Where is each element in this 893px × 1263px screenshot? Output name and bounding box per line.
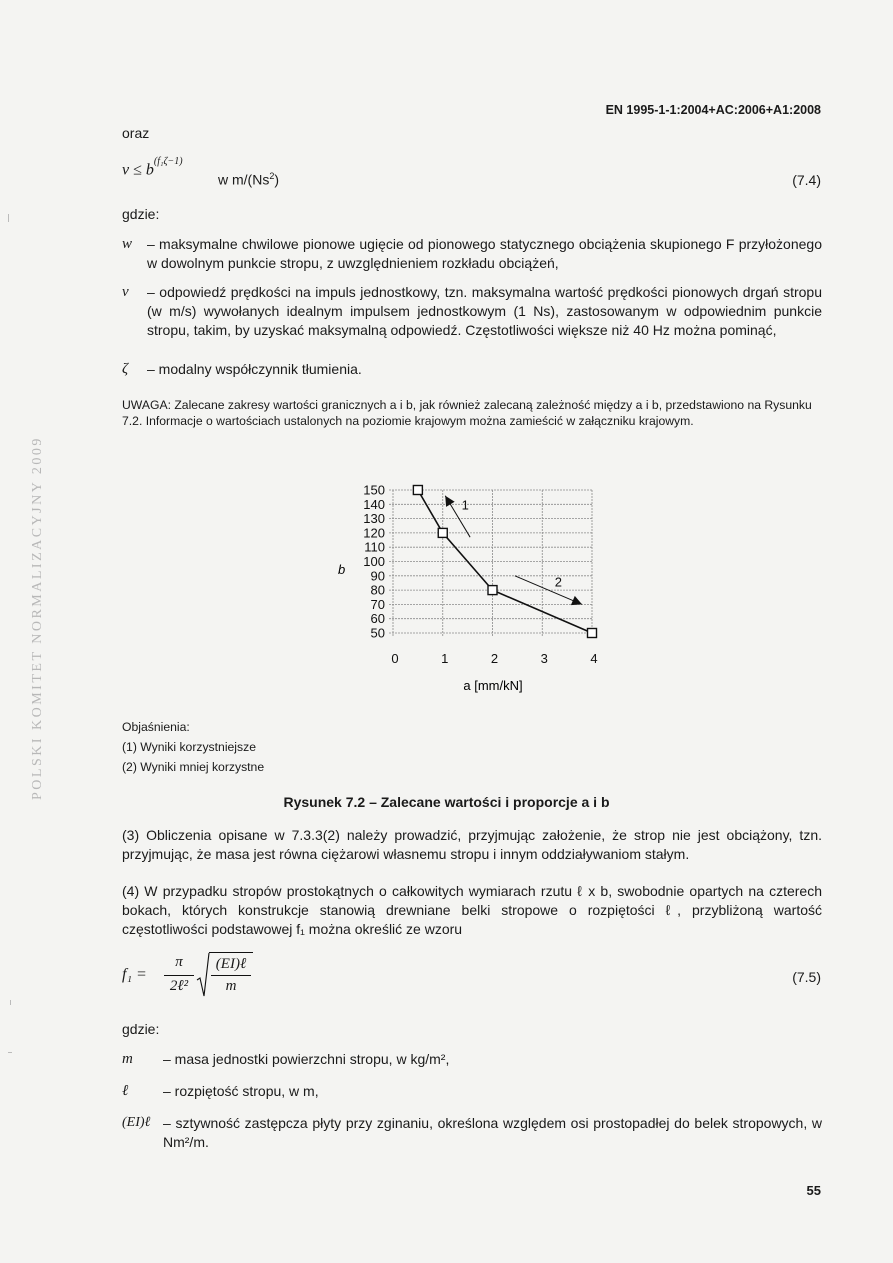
eq75-root-numerator: (EI)ℓ xyxy=(215,956,247,972)
page-number: 55 xyxy=(806,1183,821,1198)
watermark: POLSKI KOMITET NORMALIZACYJNY 2009 xyxy=(30,436,45,800)
symbol-v: v xyxy=(122,284,129,300)
y-tick-labels xyxy=(363,483,385,641)
y-tick-label: 70 xyxy=(370,596,385,612)
eq-exponent: (f₁ζ−1) xyxy=(153,156,183,167)
y-tick-label: 130 xyxy=(363,511,385,527)
definition-m: – masa jednostki powierzchni stropu, w kg/m², xyxy=(163,1051,450,1067)
standard-id-header: EN 1995-1-1:2004+AC:2006+A1:2008 xyxy=(605,103,821,117)
paragraph-3: (3) Obliczenia opisane w 7.3.3(2) należy prowadzić, przyjmując założenie, że strop nie jest obciążony, tzn. przyjmując, że masa jest równa ciężarowi własnemu stropu i innym oddziaływaniom stałym. xyxy=(122,827,822,862)
eq-unit xyxy=(218,167,279,190)
eq75-root-denominator: m xyxy=(225,978,237,994)
x-tick-labels xyxy=(391,651,597,666)
y-tick-label: 140 xyxy=(363,496,385,512)
legend-item-2: (2) Wyniki mniej korzystne xyxy=(122,760,265,774)
eq75-lhs: f₁ = xyxy=(122,966,147,983)
definition-ei: – sztywność zastępcza płyty przy zginaniu, określona względem osi prostopadłej do belek stropowych, w Nm²/m. xyxy=(163,1115,822,1150)
legend-title: Objaśnienia: xyxy=(122,720,190,734)
y-tick-label: 110 xyxy=(364,539,385,555)
y-tick-label: 100 xyxy=(363,554,385,569)
equation-7-5 xyxy=(122,952,282,1002)
y-tick-label: 150 xyxy=(363,482,385,498)
x-tick-label: 1 xyxy=(441,651,449,666)
eq-unit-sup: 2 xyxy=(269,171,275,181)
y-tick-label: 50 xyxy=(370,625,385,641)
y-tick-label: 120 xyxy=(363,525,385,541)
eq75-numerator: π xyxy=(175,954,183,970)
scan-mark xyxy=(8,214,9,222)
data-point-marker xyxy=(588,629,597,638)
y-tick-label: 80 xyxy=(370,582,385,598)
symbol-w: w xyxy=(122,236,133,252)
paragraph-4: (4) W przypadku stropów prostokątnych o całkowitych wymiarach rzutu ℓ x b, swobodnie opartych na czterech bokach, których konstrukcje stanowią drewniane belki stropowe o rozpiętości ℓ, przybliżoną wartość częstotliwości podstawowej f₁ można określić ze wzoru xyxy=(122,883,822,937)
where-label: gdzie: xyxy=(122,206,160,222)
y-tick-label: 90 xyxy=(370,568,385,584)
eq-lhs: v ≤ b xyxy=(122,161,154,179)
intro-word: oraz xyxy=(122,125,150,141)
equation-number-7-4: (7.4) xyxy=(792,172,821,188)
definition-l: – rozpiętość stropu, w m, xyxy=(163,1083,319,1099)
sqrt-icon xyxy=(196,952,210,1000)
sqrt-bar xyxy=(209,952,253,953)
figure-caption: Rysunek 7.2 – Zalecane wartości i proporcje a i b xyxy=(283,794,610,810)
x-axis-label: a [mm/kN] xyxy=(463,678,523,693)
chart-grid xyxy=(389,490,592,637)
data-point-marker xyxy=(413,486,422,495)
note: UWAGA: Zalecane zakresy wartości granicznych a i b, jak również zalecaną zależność między a i b, przedstawiono na Rysunku 7.2. Informacje o wartościach ustalonych na poziomie krajowym można zamieścić w załączniku krajowym. xyxy=(122,398,812,428)
data-point-marker xyxy=(488,586,497,595)
definition-v: – odpowiedź prędkości na impuls jednostkowy, tzn. maksymalna wartość prędkości pionowych drgań stropu (w m/s) wywołanych idealnym impulsem jednostkowym (1 Ns), zastosowanym w odpowiednim punkcie stropu, takim, by uzyskać maksymalną odpowiedź. Częstotliwości większe niż 40 Hz można pominąć, xyxy=(147,284,822,338)
root-fraction-bar xyxy=(211,975,251,976)
eq75-denominator: 2ℓ² xyxy=(169,978,189,994)
x-tick-label: 3 xyxy=(540,651,548,666)
legend-item-1: (1) Wyniki korzystniejsze xyxy=(122,740,256,754)
annotation-label-1: 1 xyxy=(461,497,469,513)
definition-zeta: – modalny współczynnik tłumienia. xyxy=(147,361,362,377)
x-tick-label: 2 xyxy=(490,651,499,666)
chart-annotations xyxy=(445,496,582,605)
scan-mark xyxy=(10,1000,11,1005)
fraction-bar xyxy=(164,975,194,976)
data-point-marker xyxy=(438,528,447,537)
equation-number-7-5: (7.5) xyxy=(792,969,821,985)
scan-mark xyxy=(8,1052,12,1053)
annotation-arrow-1-head xyxy=(445,496,454,507)
symbol-zeta: ζ xyxy=(122,361,129,377)
figure-7-2-chart xyxy=(320,475,620,705)
symbol-l: ℓ xyxy=(122,1083,129,1099)
definition-w: – maksymalne chwilowe pionowe ugięcie od pionowego statycznego obciążenia skupionego F przyłożonego w dowolnym punkcie stropu, z uwzględnieniem rozkładu obciążeń, xyxy=(147,236,822,271)
eq-unit-end: ) xyxy=(274,171,280,188)
x-tick-label: 4 xyxy=(590,651,598,666)
where-label-2: gdzie: xyxy=(122,1021,160,1037)
equation-7-4 xyxy=(122,156,183,179)
x-tick-label: 0 xyxy=(391,651,399,666)
y-axis-label: b xyxy=(338,562,346,577)
symbol-m: m xyxy=(122,1051,133,1067)
y-tick-label: 60 xyxy=(370,611,385,627)
symbol-ei: (EI)ℓ xyxy=(122,1115,151,1130)
annotation-label-2: 2 xyxy=(554,574,562,590)
eq-unit-text: w m/(Ns xyxy=(218,171,270,188)
